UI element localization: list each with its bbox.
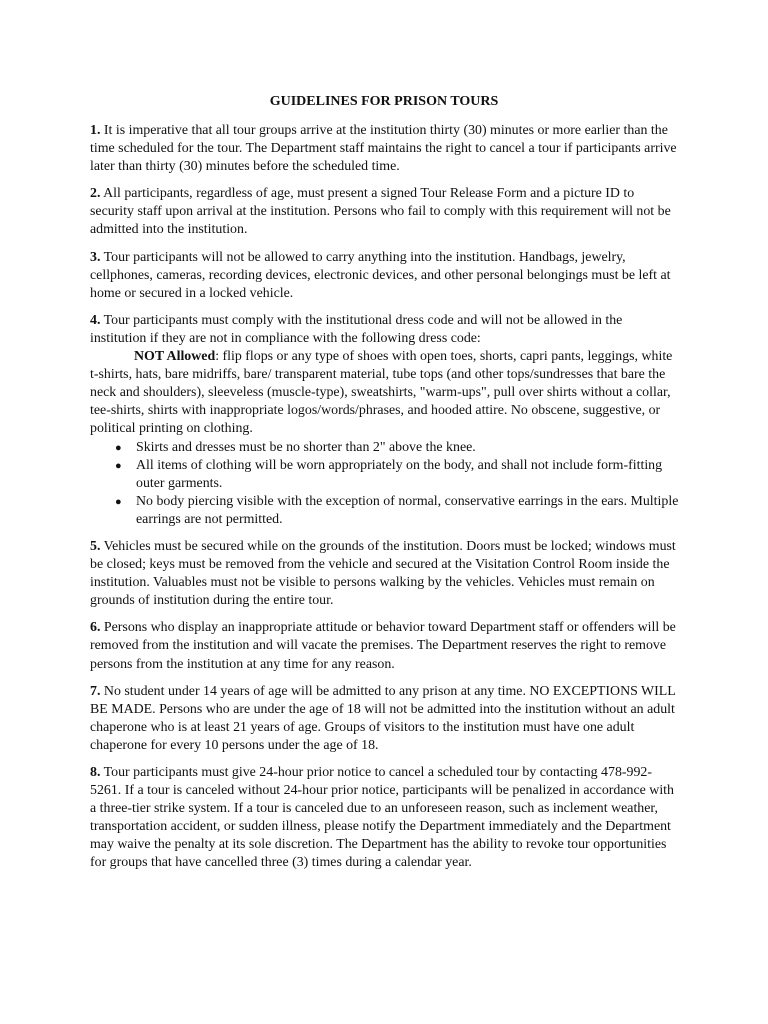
- guideline-1: [90, 122, 680, 176]
- guideline-number: 3.: [90, 249, 101, 265]
- guideline-5: [90, 538, 680, 610]
- not-allowed-paragraph: [90, 348, 680, 438]
- not-allowed-label: NOT Allowed: [134, 349, 216, 365]
- guideline-text: Tour participants must comply with the institutional dress code and will not be allowed in the institution if they are not in compliance with the following dress code:: [90, 312, 623, 346]
- guideline-number: 1.: [90, 123, 101, 138]
- list-item-text: All items of clothing will be worn appropriately on the body, and shall not include form-fitting outer garments.: [136, 457, 663, 491]
- guideline-number: 2.: [90, 186, 101, 202]
- list-item-text: Skirts and dresses must be no shorter than 2" above the knee.: [136, 439, 476, 455]
- list-item: [115, 493, 680, 529]
- guideline-2: [90, 185, 680, 239]
- guideline-text: Tour participants will not be allowed to carry anything into the institution. Handbags, jewelry, cellphones, cameras, recording devices, electronic devices, and other personal belongings must be left at home or secured in a locked vehicle.: [90, 249, 671, 301]
- guideline-7: [90, 683, 680, 755]
- list-item: [115, 457, 680, 493]
- guideline-number: 4.: [90, 312, 101, 328]
- bullet-icon: ●: [115, 441, 122, 454]
- guideline-text: It is imperative that all tour groups arrive at the institution thirty (30) minutes or more earlier than the time scheduled for the tour. The Department staff maintains the right to cancel a tour if participants arrive later than thirty (30) minutes before the scheduled time.: [90, 123, 677, 175]
- document-body: [90, 122, 680, 882]
- guideline-text: No student under 14 years of age will be admitted to any prison at any time. NO EXCEPTIONS WILL BE MADE. Persons who are under the age of 18 will not be admitted into the institution without an adult chaperone who is at least 21 years of age. Groups of visitors to the institution must have one adult chaperone for every 10 persons under the age of 18.: [90, 683, 676, 753]
- dress-code-intro: [90, 312, 680, 348]
- not-allowed-text: : flip flops or any type of shoes with open toes, shorts, capri pants, leggings, white t-shirts, hats, bare midriffs, bare/ transparent material, tube tops (and other tops/sundresses that bare the neck and shoulders), sleeveless (muscle-type), sweatshirts, "warm-ups", pull over shirts without a collar, tee-shirts, shirts with inappropriate logos/words/phrases, and hooded attire. No obscene, suggestive, or political printing on clothing.: [90, 349, 673, 437]
- guideline-number: 5.: [90, 538, 101, 554]
- guideline-4: [90, 312, 680, 529]
- guideline-number: 6.: [90, 620, 101, 636]
- list-item-text: No body piercing visible with the exception of normal, conservative earrings in the ears. Multiple earrings are not permitted.: [136, 493, 679, 527]
- guideline-text: All participants, regardless of age, must present a signed Tour Release Form and a picture ID to security staff upon arrival at the institution. Persons who fail to comply with this requirement will not be admitted into the institution.: [90, 186, 671, 238]
- guideline-number: 8.: [90, 765, 101, 780]
- guideline-3: [90, 249, 680, 303]
- guideline-8: [90, 764, 680, 873]
- bullet-icon: ●: [115, 495, 122, 508]
- list-item: [115, 439, 680, 457]
- guideline-text: Tour participants must give 24-hour prior notice to cancel a scheduled tour by contacting 478-992-5261. If a tour is canceled without 24-hour prior notice, participants will be penalized in accordance with a three-tier strike system. If a tour is canceled due to an unforeseen reason, such as inclement weather, transportation accident, or sudden illness, please notify the Department immediately and the Department may waive the penalty at its sole discretion. The Department has the ability to revoke tour opportunities for groups that have cancelled three (3) times during a calendar year.: [90, 765, 674, 871]
- guideline-text: Persons who display an inappropriate attitude or behavior toward Department staff or offenders will be removed from the institution and will vacate the premises. The Department reserves the right to remove persons from the institution at any time for any reason.: [90, 620, 676, 672]
- guideline-6: [90, 619, 680, 673]
- document-title: GUIDELINES FOR PRISON TOURS: [269, 94, 499, 109]
- bullet-icon: ●: [115, 459, 122, 472]
- guideline-text: Vehicles must be secured while on the grounds of the institution. Doors must be locked; windows must be closed; keys must be removed from the vehicle and secured at the Visitation Control Room inside the institution. Valuables must not be visible to persons walking by the vehicles. Vehicles must remain on grounds of institution during the entire tour.: [90, 538, 676, 609]
- dress-code-bullet-list: [90, 439, 680, 529]
- guideline-number: 7.: [90, 683, 101, 699]
